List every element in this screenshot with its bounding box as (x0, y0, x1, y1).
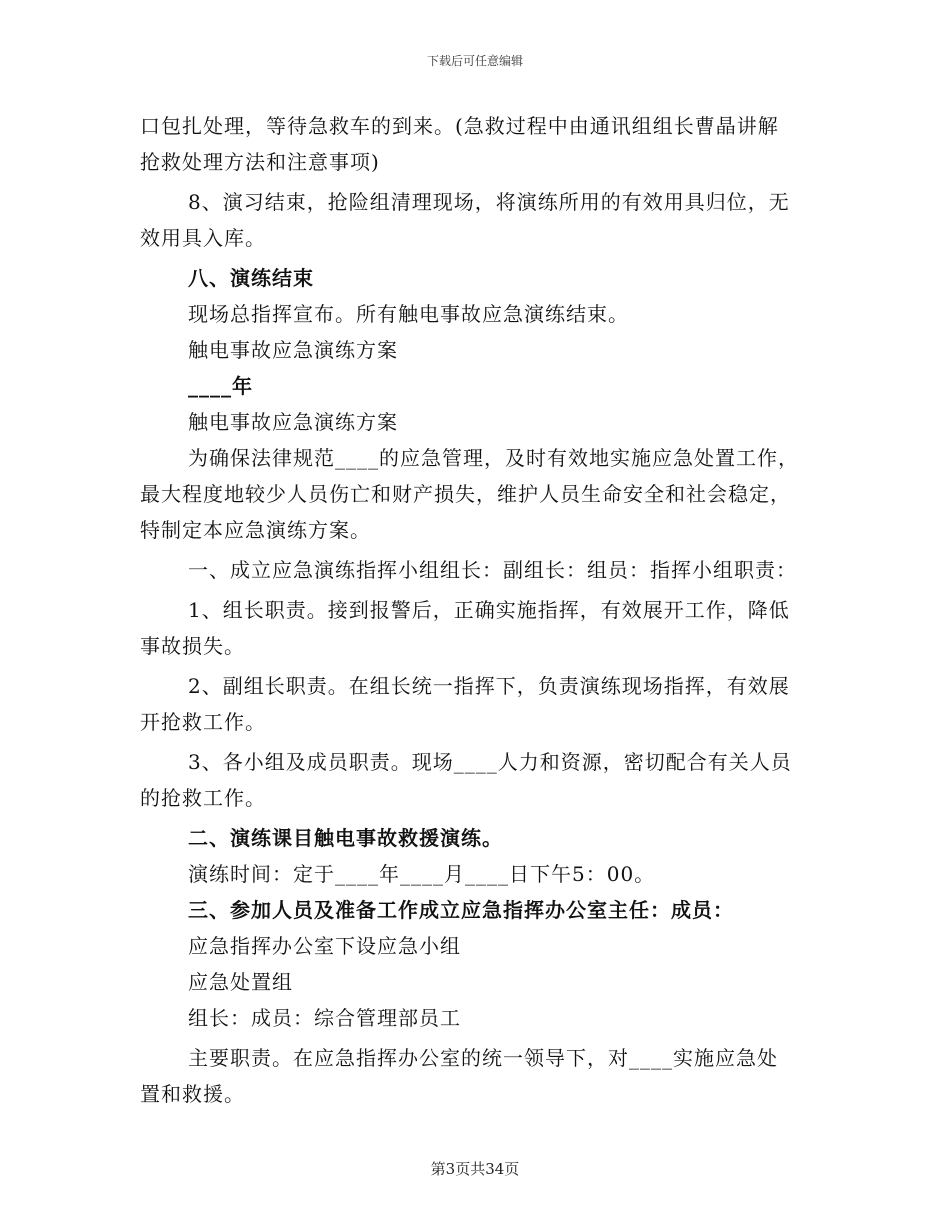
text-line: 触电事故应急演练方案 (188, 338, 398, 362)
text-line: 口包扎处理，等待急救车的到来。(急救过程中由通讯组组长曹晶讲解 (140, 114, 779, 138)
text-line: 2、副组长职责。在组长统一指挥下，负责演练现场指挥，有效展 (188, 674, 790, 698)
text-line: 事故损失。 (140, 634, 245, 658)
text-line: 开抢救工作。 (140, 710, 266, 734)
text-line: 现场总指挥宣布。所有触电事故应急演练结束。 (188, 302, 629, 326)
text-line: 一、成立应急演练指挥小组组长：副组长：组员：指挥小组职责： (188, 558, 797, 582)
text-line: 触电事故应急演练方案 (188, 410, 398, 434)
page-footer: 第3页共34页 (430, 1160, 520, 1178)
page-header: 下载后可任意编辑 (426, 54, 523, 68)
text-line: 抢救处理方法和注意事项) (140, 150, 380, 174)
text-line: 演练时间：定于____年____月____日下午5：00。 (188, 862, 656, 886)
text-line: 二、演练课目触电事故救援演练。 (188, 826, 503, 850)
text-line: 八、演练结束 (188, 266, 314, 290)
text-line: 最大程度地较少人员伤亡和财产损失，维护人员生命安全和社会稳定， (140, 482, 791, 506)
text-line: ____年 (188, 374, 253, 398)
text-line: 为确保法律规范____的应急管理，及时有效地实施应急处置工作， (188, 446, 799, 470)
text-line: 效用具入库。 (140, 226, 266, 250)
document-body (140, 108, 810, 1112)
text-line: 1、组长职责。接到报警后，正确实施指挥，有效展开工作，降低 (188, 598, 790, 622)
text-line: 3、各小组及成员职责。现场____人力和资源，密切配合有关人员 (188, 750, 792, 774)
text-line: 置和救援。 (140, 1082, 245, 1106)
text-line: 三、参加人员及准备工作成立应急指挥办公室主任：成员： (188, 898, 734, 922)
text-line: 的抢救工作。 (140, 786, 266, 810)
text-line: 应急处置组 (188, 970, 293, 994)
text-line: 组长：成员：综合管理部员工 (188, 1006, 461, 1030)
text-line: 特制定本应急演练方案。 (140, 518, 371, 542)
text-line: 8、演习结束，抢险组清理现场，将演练所用的有效用具归位，无 (188, 190, 790, 214)
text-line: 主要职责。在应急指挥办公室的统一领导下，对____实施应急处 (188, 1046, 778, 1070)
text-line: 应急指挥办公室下设应急小组 (188, 934, 461, 958)
